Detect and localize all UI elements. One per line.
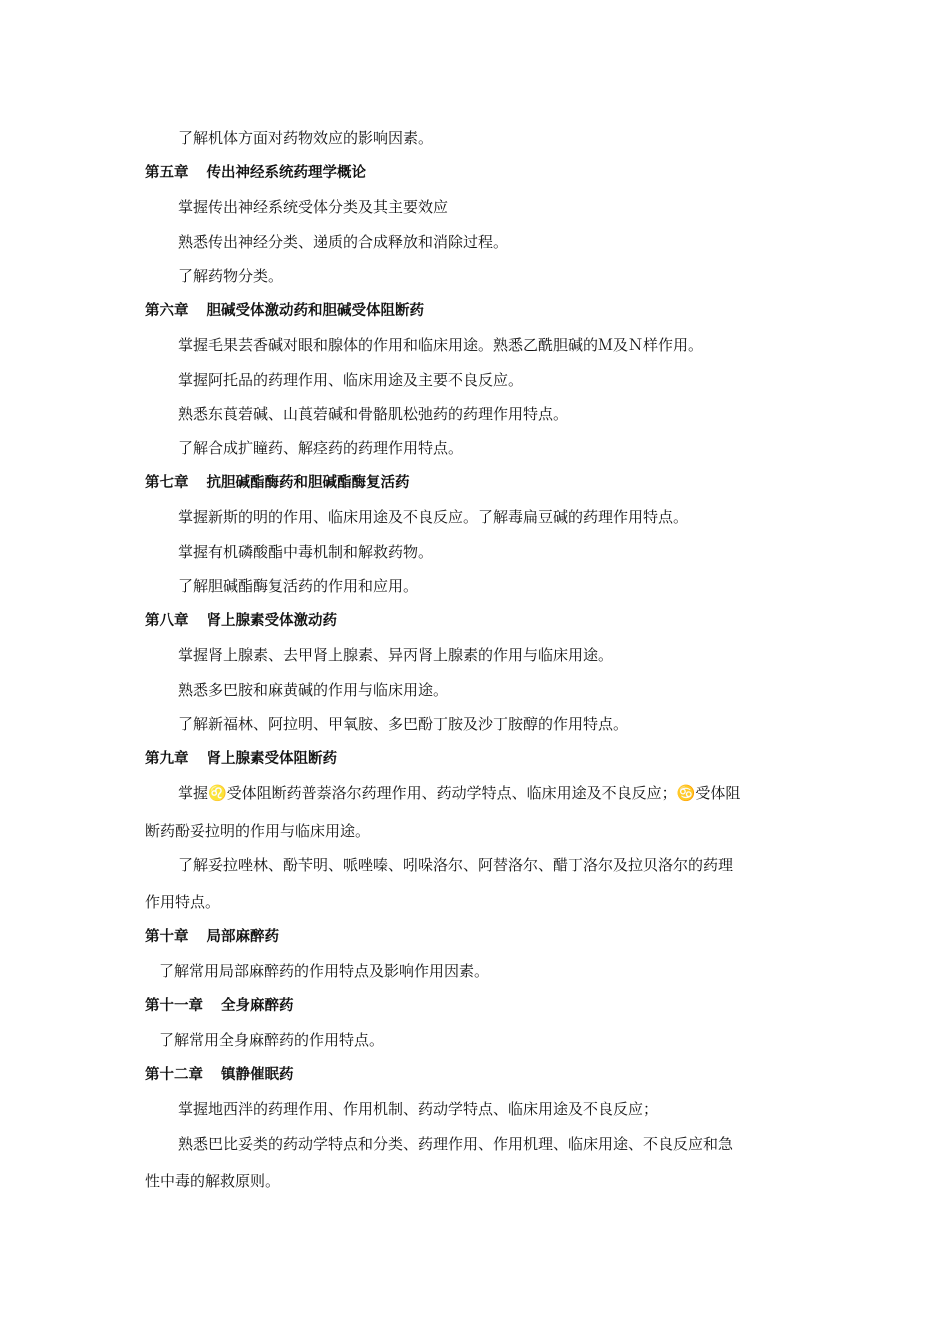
chapter-heading bbox=[145, 163, 815, 183]
text-line: 掌握肾上腺素、去甲肾上腺素、异丙肾上腺素的作用与临床用途。 bbox=[178, 646, 614, 664]
chapter-heading bbox=[145, 749, 815, 769]
chapter-number: 第五章 bbox=[145, 165, 189, 181]
text-line: 掌握传出神经系统受体分类及其主要效应 bbox=[178, 198, 449, 216]
chapter-heading bbox=[145, 611, 815, 631]
chapter-heading bbox=[145, 927, 815, 947]
text-line: 掌握有机磷酸酯中毒机制和解救药物。 bbox=[178, 543, 434, 561]
chapter-number: 第十章 bbox=[145, 929, 189, 945]
text-line: 了解常用全身麻醉药的作用特点。 bbox=[159, 1031, 385, 1049]
chapter-number: 第八章 bbox=[145, 613, 189, 629]
text-line: 了解药物分类。 bbox=[178, 267, 284, 285]
text-line: 掌握地西泮的药理作用、作用机制、药动学特点、临床用途及不良反应； bbox=[178, 1100, 659, 1118]
text-line: 了解妥拉唑林、酚苄明、哌唑嗪、吲哚洛尔、阿替洛尔、醋丁洛尔及拉贝洛尔的药理 bbox=[178, 856, 734, 874]
text-line: 了解胆碱酯酶复活药的作用和应用。 bbox=[178, 577, 419, 595]
text-line: 熟悉多巴胺和麻黄碱的作用与临床用途。 bbox=[178, 681, 449, 699]
text-line: 断药酚妥拉明的作用与临床用途。 bbox=[145, 822, 371, 840]
chapter-title: 局部麻醉药 bbox=[206, 929, 279, 945]
text-line: 掌握♌受体阻断药普萘洛尔药理作用、药动学特点、临床用途及不良反应；♋受体阻 bbox=[178, 784, 741, 802]
text-line: 掌握毛果芸香碱对眼和腺体的作用和临床用途。熟悉乙酰胆碱的Ｍ及Ｎ样作用。 bbox=[178, 336, 704, 354]
text-line: 掌握新斯的明的作用、临床用途及不良反应。了解毒扁豆碱的药理作用特点。 bbox=[178, 508, 689, 526]
chapter-title: 肾上腺素受体激动药 bbox=[206, 613, 337, 629]
chapter-number: 第十二章 bbox=[145, 1067, 203, 1083]
text-line: 性中毒的解救原则。 bbox=[145, 1172, 281, 1190]
chapter-title: 全身麻醉药 bbox=[221, 998, 294, 1014]
text-line: 熟悉传出神经分类、递质的合成释放和消除过程。 bbox=[178, 233, 509, 251]
text-line: 了解常用局部麻醉药的作用特点及影响作用因素。 bbox=[159, 962, 490, 980]
text-line: 掌握阿托品的药理作用、临床用途及主要不良反应。 bbox=[178, 371, 524, 389]
chapter-title: 胆碱受体激动药和胆碱受体阻断药 bbox=[206, 303, 424, 319]
chapter-title: 镇静催眠药 bbox=[221, 1067, 294, 1083]
chapter-heading bbox=[145, 1065, 815, 1085]
text-line: 作用特点。 bbox=[145, 893, 221, 911]
text-line: 了解机体方面对药物效应的影响因素。 bbox=[178, 129, 434, 147]
chapter-number: 第六章 bbox=[145, 303, 189, 319]
chapter-title: 传出神经系统药理学概论 bbox=[206, 165, 366, 181]
text-line: 了解新福林、阿拉明、甲氧胺、多巴酚丁胺及沙丁胺醇的作用特点。 bbox=[178, 715, 629, 733]
text-line: 熟悉东莨菪碱、山莨菪碱和骨骼肌松弛药的药理作用特点。 bbox=[178, 405, 569, 423]
chapter-heading bbox=[145, 996, 815, 1016]
chapter-number: 第七章 bbox=[145, 475, 189, 491]
chapter-heading bbox=[145, 301, 815, 321]
chapter-title: 抗胆碱酯酶药和胆碱酯酶复活药 bbox=[206, 475, 410, 491]
chapter-heading bbox=[145, 473, 815, 493]
text-line: 熟悉巴比妥类的药动学特点和分类、药理作用、作用机理、临床用途、不良反应和急 bbox=[178, 1135, 734, 1153]
chapter-number: 第九章 bbox=[145, 751, 189, 767]
chapter-title: 肾上腺素受体阻断药 bbox=[206, 751, 337, 767]
text-line: 了解合成扩瞳药、解痉药的药理作用特点。 bbox=[178, 439, 464, 457]
chapter-number: 第十一章 bbox=[145, 998, 203, 1014]
